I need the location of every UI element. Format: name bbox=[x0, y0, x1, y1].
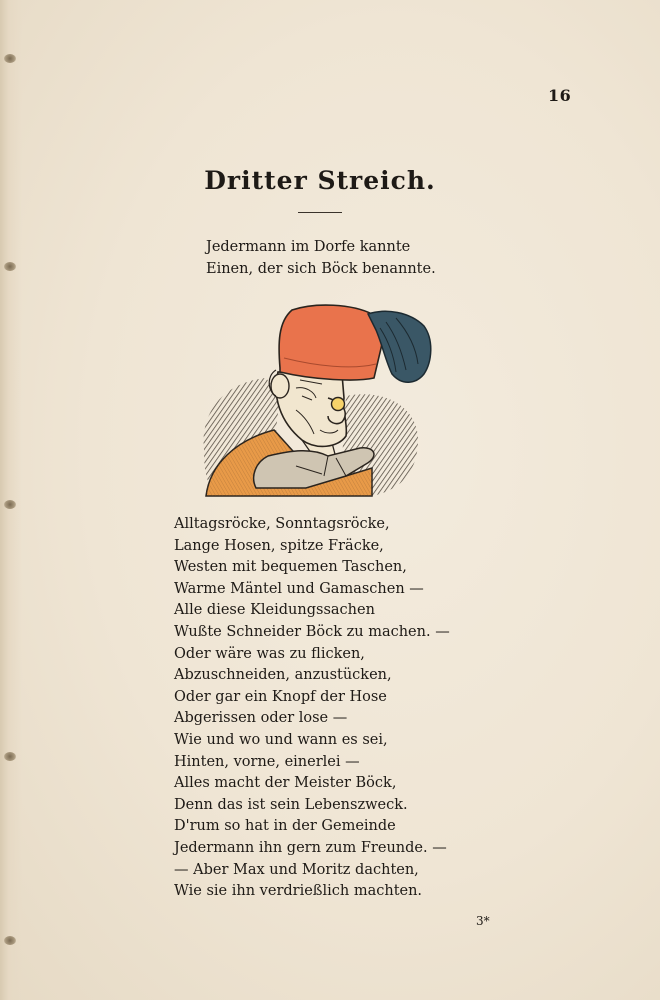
binding-stitch bbox=[4, 936, 16, 945]
verse-line: Oder wäre was zu flicken, bbox=[174, 645, 365, 662]
verse-line: Abzuschneiden, anzustücken, bbox=[174, 667, 392, 684]
intro-line: Einen, der sich Böck benannte. bbox=[206, 261, 436, 277]
binding-stitch bbox=[4, 752, 16, 761]
verse-line: Westen mit bequemen Taschen, bbox=[174, 559, 407, 576]
verse-line: Hinten, vorne, einerlei — bbox=[174, 753, 360, 770]
page-number: 16 bbox=[548, 86, 572, 105]
verse-line: D'rum so hat in der Gemeinde bbox=[174, 818, 396, 835]
intro-stanza bbox=[206, 236, 466, 280]
verse-line: Alles macht der Meister Böck, bbox=[174, 775, 397, 792]
verse-line: Warme Mäntel und Gamaschen — bbox=[174, 580, 424, 597]
chapter-title: Dritter Streich. bbox=[204, 166, 436, 195]
verse-stanza bbox=[174, 514, 474, 903]
title-divider bbox=[298, 212, 342, 213]
tailor-illustration bbox=[196, 300, 446, 500]
binding-stitch bbox=[4, 500, 16, 509]
signature-mark: 3* bbox=[476, 914, 490, 928]
verse-line: Wußte Schneider Böck zu machen. — bbox=[174, 623, 450, 640]
intro-line: Jedermann im Dorfe kannte bbox=[206, 239, 411, 255]
verse-line: Oder gar ein Knopf der Hose bbox=[174, 688, 387, 705]
tailor-drawing bbox=[196, 300, 446, 500]
binding-stitch bbox=[4, 262, 16, 271]
verse-line: Alltagsröcke, Sonntagsröcke, bbox=[174, 516, 390, 532]
verse-line: Jedermann ihn gern zum Freunde. — bbox=[174, 839, 447, 856]
verse-line: Wie sie ihn verdrießlich machten. bbox=[174, 883, 423, 900]
verse-line: Wie und wo und wann es sei, bbox=[174, 731, 388, 748]
verse-line: Alle diese Kleidungssachen bbox=[174, 602, 375, 619]
verse-line: Denn das ist sein Lebenszweck. bbox=[174, 796, 408, 813]
verse-line: Lange Hosen, spitze Fräcke, bbox=[174, 537, 384, 554]
verse-line: Abgerissen oder lose — bbox=[174, 710, 348, 727]
binding-stitch bbox=[4, 54, 16, 63]
verse-line: — Aber Max und Moritz dachten, bbox=[174, 861, 419, 878]
